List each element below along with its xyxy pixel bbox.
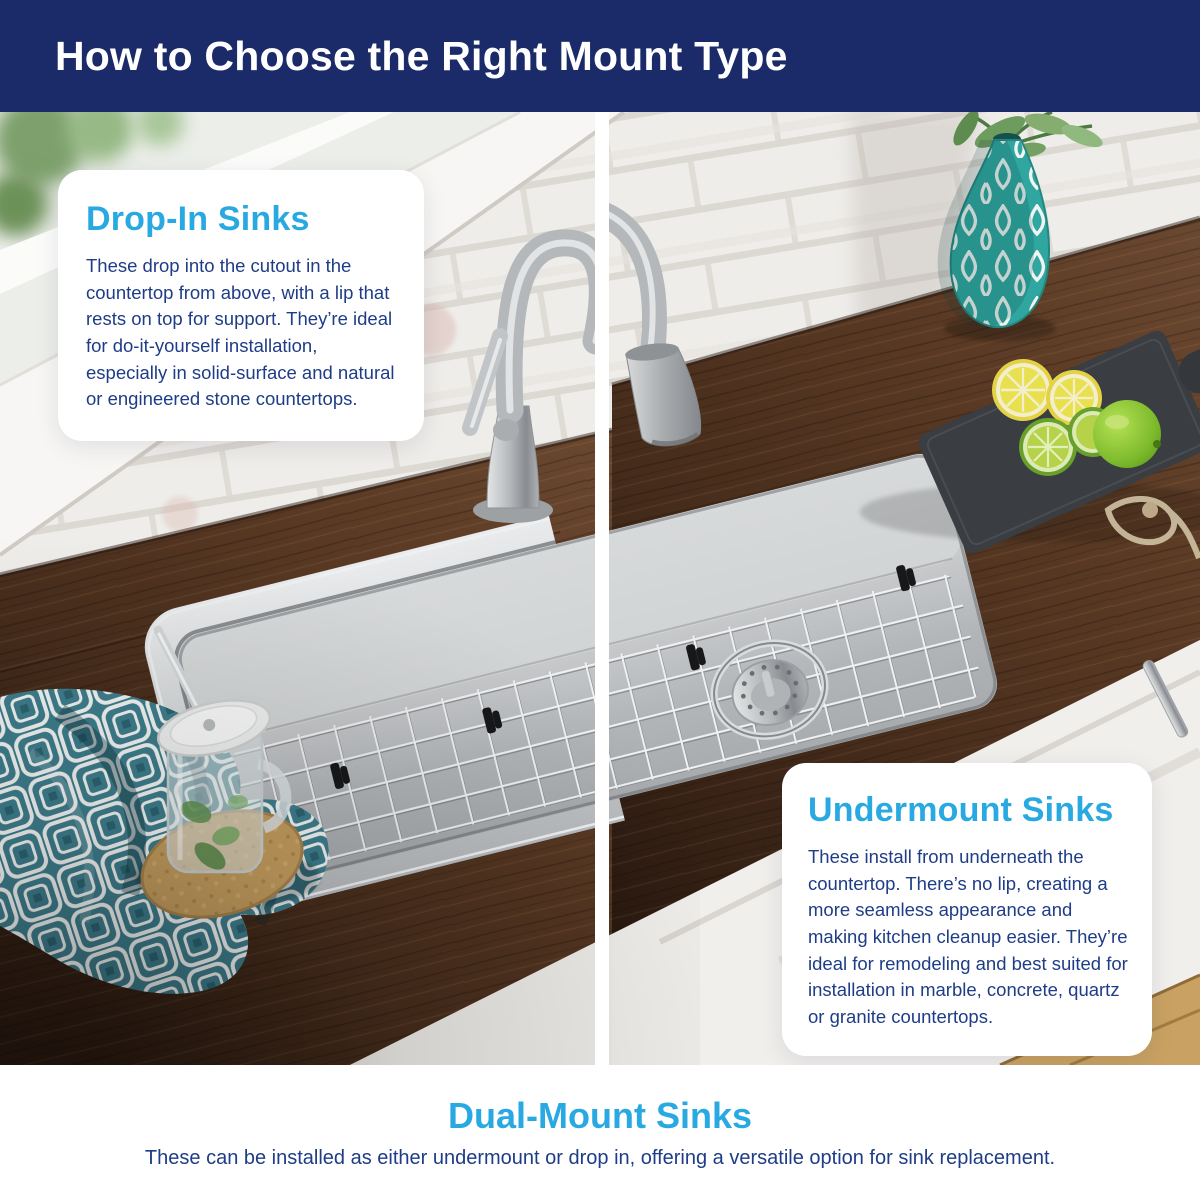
page-title: How to Choose the Right Mount Type (55, 32, 788, 79)
drop-in-card-body: These drop into the cutout in the countertop from above, with a lip that rests on top for support. They’re ideal for do-it-yourself installation, especially in solid-surface and natural or engineered stone countertops. (86, 255, 395, 410)
dual-mount-title: Dual-Mount Sinks (448, 1095, 752, 1136)
undermount-sink-card (782, 763, 1152, 1056)
dual-mount-subtitle: These can be installed as either undermount or drop in, offering a versatile option for sink replacement. (144, 1147, 1056, 1169)
drop-in-card-title: Drop-In Sinks (86, 200, 310, 238)
undermount-card-body: These install from underneath the countertop. There’s no lip, creating a more seamless appearance and making kitchen cleanup easier. They’re ideal for remodeling and best suited for installation in marble, concrete, quartz or granite countertops. (808, 846, 1128, 1027)
kitchen-split-photo (0, 112, 1200, 1065)
undermount-card-title: Undermount Sinks (808, 791, 1114, 829)
drop-in-sink-card (58, 170, 424, 441)
split-divider (595, 112, 609, 1065)
header-banner (0, 0, 1200, 112)
dual-mount-section (0, 1065, 1200, 1200)
